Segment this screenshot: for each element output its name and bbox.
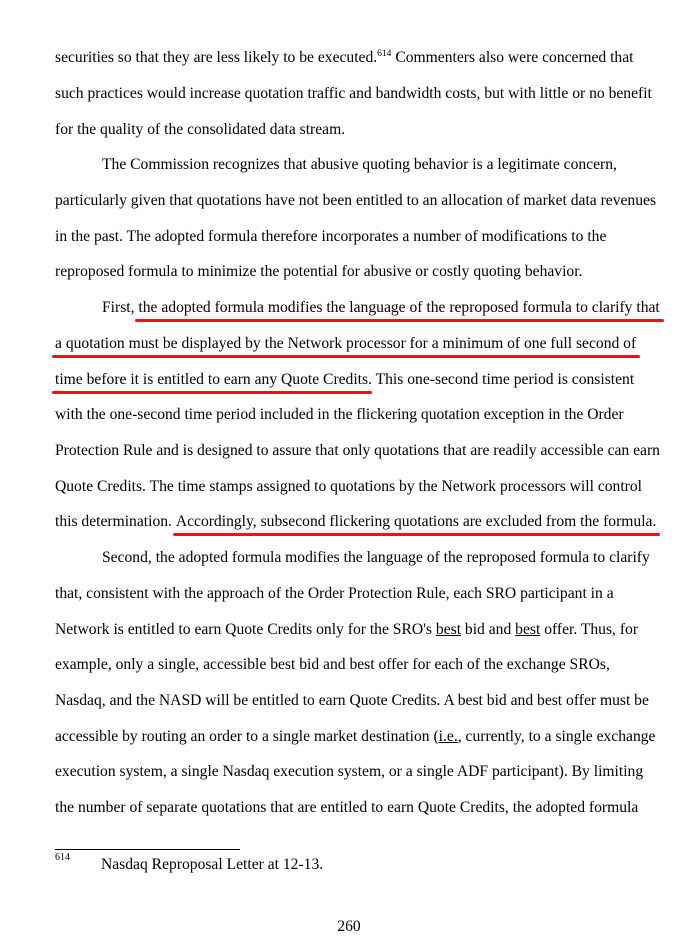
paragraph-first-line: The Commission recognizes that abusive quoting behavior is a legitimate concern, [102, 156, 617, 173]
red-underline-highlight: the adopted formula modifies the language of the reproposed formula to clarify that [138, 299, 660, 316]
body-line: such practices would increase quotation traffic and bandwidth costs, but with little or no benefit [55, 85, 652, 102]
body-line [55, 334, 636, 354]
body-line: Quote Credits. The time stamps assigned to quotations by the Network processors will control [55, 478, 642, 495]
text-run: Network is entitled to earn Quote Credits only for the SRO's [55, 621, 436, 638]
body-line: Nasdaq, and the NASD will be entitled to earn Quote Credits. A best bid and best offer must be [55, 692, 649, 709]
red-underline-highlight: Accordingly, subsecond flickering quotations are excluded from the formula. [175, 513, 657, 530]
text-run: , currently, to a single exchange [457, 728, 656, 745]
underlined-word: i.e. [438, 728, 458, 745]
text-run: accessible by routing an order to a single market destination ( [55, 728, 439, 745]
body-line: Protection Rule and is designed to assure that only quotations that are readily accessible can earn [55, 442, 660, 459]
body-line: that, consistent with the approach of the Order Protection Rule, each SRO participant in a [55, 585, 614, 602]
footnote-text: Nasdaq Reproposal Letter at 12-13. [101, 856, 324, 873]
body-line: the number of separate quotations that are entitled to earn Quote Credits, the adopted formula [55, 799, 639, 816]
footnote-separator [55, 849, 240, 850]
text-run: Commenters also were concerned that [391, 49, 634, 66]
body-line: in the past. The adopted formula therefore incorporates a number of modifications to the [55, 228, 607, 245]
text-run: offer. Thus, for [540, 621, 639, 638]
page-number: 260 [337, 918, 361, 935]
paragraph-first-line: Second, the adopted formula modifies the language of the reproposed formula to clarify [102, 549, 650, 566]
red-underline-highlight: a quotation must be displayed by the Network processor for a minimum of one full second of [55, 335, 637, 352]
text-run: . This one-second time period is consistent [368, 371, 635, 388]
text-run: securities so that they are less likely to be executed. [55, 49, 378, 66]
body-line: execution system, a single Nasdaq execution system, or a single ADF participant). By limiting [55, 763, 644, 780]
body-line: with the one-second time period included in the flickering quotation exception in the Order [55, 406, 624, 423]
footnote-number: 614 [55, 852, 70, 863]
text-run: bid and [461, 621, 516, 638]
body-line [55, 512, 656, 532]
underlined-word: best [435, 621, 462, 638]
body-line [55, 370, 634, 390]
text-run: this determination. [55, 513, 176, 530]
underlined-word: best [515, 621, 541, 638]
body-line: reproposed formula to minimize the potential for abusive or costly quoting behavior. [55, 263, 583, 280]
footnote-reference[interactable]: 614 [377, 49, 392, 59]
paragraph-first-line [102, 298, 660, 318]
body-line: particularly given that quotations have not been entitled to an allocation of market data revenues [55, 192, 657, 209]
red-underline-highlight: time before it is entitled to earn any Quote Credits [55, 371, 369, 388]
body-line: for the quality of the consolidated data stream. [55, 121, 346, 138]
text-run: First, [102, 299, 139, 316]
body-line [55, 620, 638, 640]
body-line [55, 727, 655, 747]
body-line: example, only a single, accessible best bid and best offer for each of the exchange SROs, [55, 656, 610, 673]
body-line [55, 48, 633, 68]
